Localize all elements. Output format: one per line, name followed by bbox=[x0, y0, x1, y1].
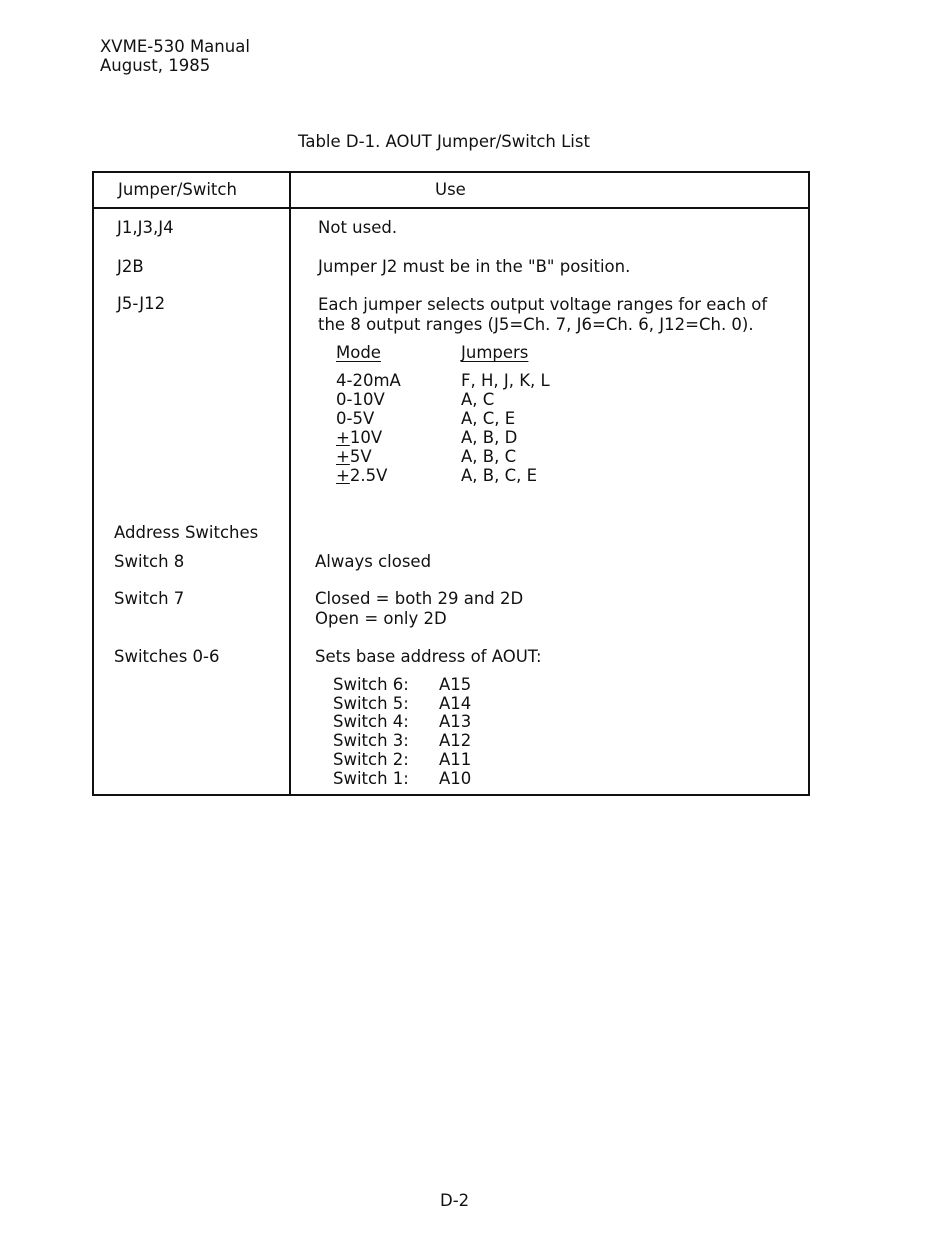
header-rule bbox=[92, 207, 810, 209]
switch-address: A10 bbox=[439, 769, 472, 788]
mode-jumpers: A, C, E bbox=[461, 409, 516, 428]
plus-minus-sign: + bbox=[336, 447, 350, 466]
row-key-switch-8: Switch 8 bbox=[114, 552, 185, 571]
mode-jumpers: A, B, C, E bbox=[461, 466, 538, 485]
plus-minus-sign: + bbox=[336, 466, 350, 485]
jumpers-header: Jumpers bbox=[461, 343, 529, 362]
row-use-j2b: Jumper J2 must be in the "B" position. bbox=[318, 257, 631, 276]
mode-value: 2.5V bbox=[349, 466, 388, 485]
row-key-j5-j12: J5-J12 bbox=[117, 294, 166, 313]
mode-item bbox=[336, 466, 387, 485]
row-use-j1-j3-j4: Not used. bbox=[318, 218, 398, 237]
mode-item: 0-10V bbox=[336, 390, 385, 409]
switch-label: Switch 3: bbox=[333, 731, 409, 750]
row-key-switches-0-6: Switches 0-6 bbox=[114, 647, 220, 666]
row-key-j2b: J2B bbox=[117, 257, 144, 276]
row-use-switch-7-line2: Open = only 2D bbox=[315, 609, 447, 628]
mode-jumpers: A, C bbox=[461, 390, 495, 409]
switch-label: Switch 4: bbox=[333, 712, 409, 731]
mode-value: 10V bbox=[349, 428, 383, 447]
column-divider bbox=[289, 171, 291, 796]
page-number: D-2 bbox=[440, 1191, 470, 1210]
column-header-jumper-switch: Jumper/Switch bbox=[118, 180, 237, 199]
mode-jumpers: A, B, D bbox=[461, 428, 518, 447]
mode-jumpers: F, H, J, K, L bbox=[461, 371, 550, 390]
address-switches-heading: Address Switches bbox=[114, 523, 259, 542]
mode-item bbox=[336, 428, 382, 447]
document-header bbox=[100, 37, 250, 75]
table-title: Table D-1. AOUT Jumper/Switch List bbox=[298, 132, 590, 151]
mode-item bbox=[336, 447, 372, 466]
row-use-j5-j12-line2: the 8 output ranges (J5=Ch. 7, J6=Ch. 6, J12=Ch. 0). bbox=[318, 315, 754, 334]
manual-title: XVME-530 Manual bbox=[100, 37, 250, 56]
switch-address: A12 bbox=[439, 731, 472, 750]
switch-address: A15 bbox=[439, 675, 472, 694]
column-header-use: Use bbox=[435, 180, 466, 199]
switch-address: A13 bbox=[439, 712, 472, 731]
row-use-switches-0-6: Sets base address of AOUT: bbox=[315, 647, 542, 666]
mode-item: 4-20mA bbox=[336, 371, 401, 390]
row-key-switch-7: Switch 7 bbox=[114, 589, 185, 608]
row-key-j1-j3-j4: J1,J3,J4 bbox=[117, 218, 174, 237]
row-use-switch-7-line1: Closed = both 29 and 2D bbox=[315, 589, 524, 608]
row-use-j5-j12-line1: Each jumper selects output voltage ranges for each of bbox=[318, 295, 768, 314]
mode-header: Mode bbox=[336, 343, 381, 362]
plus-minus-sign: + bbox=[336, 428, 350, 447]
switch-label: Switch 1: bbox=[333, 769, 409, 788]
switch-label: Switch 5: bbox=[333, 694, 409, 713]
switch-address: A14 bbox=[439, 694, 472, 713]
mode-jumpers: A, B, C bbox=[461, 447, 517, 466]
manual-date: August, 1985 bbox=[100, 56, 211, 75]
row-use-switch-8: Always closed bbox=[315, 552, 432, 571]
mode-item: 0-5V bbox=[336, 409, 375, 428]
switch-label: Switch 6: bbox=[333, 675, 409, 694]
mode-value: 5V bbox=[349, 447, 372, 466]
switch-address: A11 bbox=[439, 750, 472, 769]
switch-label: Switch 2: bbox=[333, 750, 409, 769]
